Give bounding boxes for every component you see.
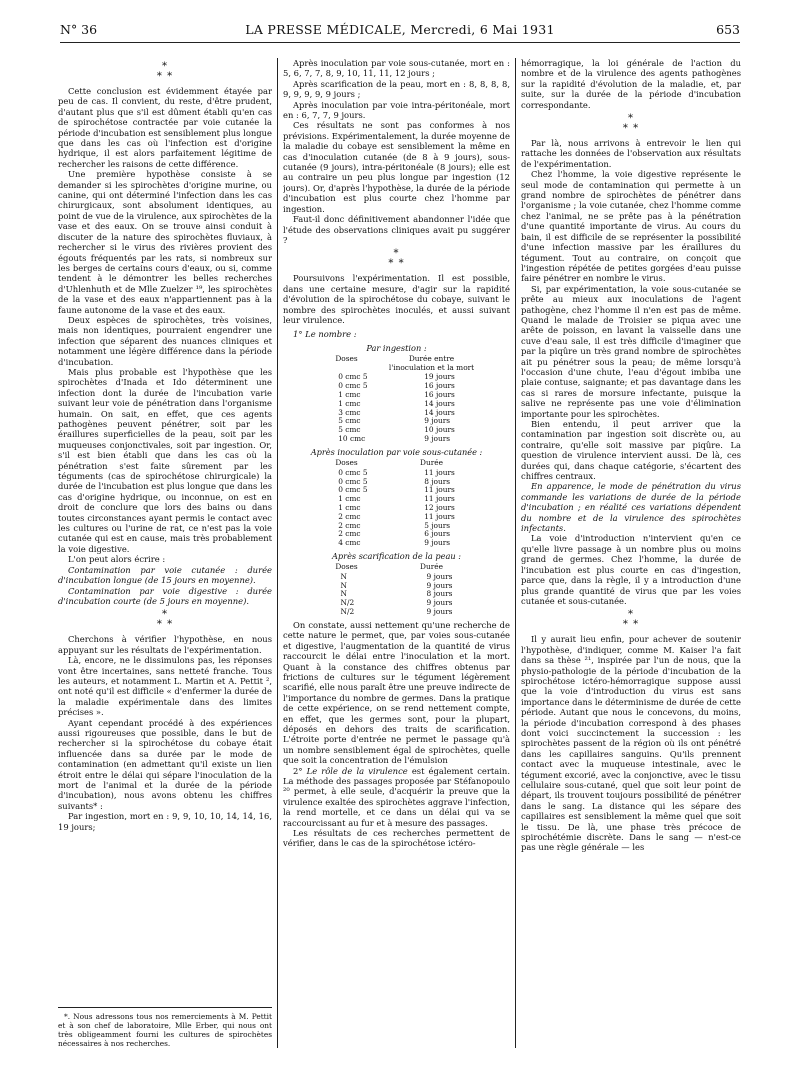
table-col-dose: Doses (335, 354, 358, 364)
duration-cell: 10 jours (424, 425, 455, 435)
duration-cell: 8 jours (424, 476, 451, 486)
duration-cell: 9 jours (424, 538, 451, 548)
column-left (58, 58, 272, 1048)
table-row (327, 608, 467, 617)
paragraph: Ces résultats ne sont pas conformes à nos prévisions. Expérimentalement, la durée moyenne de la maladie du cobaye est sensiblement la même en cas d'inoculation cutanée (de 8 à 9 jours), sous-cutanée (9 jours), intra-péritonéale (8 jours); elle est au contraire un peu plus longue par ingestion (12 jours). Or, d'après l'hypothèse, la durée de la période d'incubation est plus courte chez l'homme par ingestion. (283, 120, 510, 214)
table-col-dose: Doses (335, 458, 358, 468)
dose-cell: 2 cmc (338, 529, 361, 539)
dose-cell: 1 cmc (338, 494, 361, 504)
duration-cell: 8 jours (426, 589, 453, 599)
paragraph: Cherchons à vérifier l'hypothèse, en nous appuyant sur les résultats de l'expérimentation. (58, 634, 272, 655)
paragraph (283, 766, 510, 828)
duration-cell: 9 jours (424, 416, 451, 426)
duration-cell: 11 jours (424, 485, 455, 495)
duration-cell: 9 jours (426, 598, 453, 608)
paragraph: Une première hypothèse consiste à se demander si les spirochètes d'origine murine, ou canine, qui ont déterminé l'infection dans les cas chirurgicaux, sont absolument identiques, au point de vue de la virulence, aux spirochètes de la vase et des eaux. On se trouve ainsi conduit à discuter de la nature des spirochètes fluviaux, à rechercher si le virus des rivières provient des égouts fréquentés par les rats, si nombreux sur les berges de certains cours d'eaux, ou si, comme tendent à le démontrer les belles recherches d'Uhlenhuth et de Mlle Zuelzer ¹⁹, les spirochètes de la vase et des eaux n'appartiennent pas à la faune autonome de la vase et des eaux. (58, 169, 272, 315)
duration-cell: 16 jours (424, 381, 455, 391)
section-text: est également certain. La méthode des passages proposée par Stéfanopoulo ²⁰ permet, à elle seule, d'acquérir la preuve que la virulence exaltée des spirochètes aggrave l'infection, la rend mortelle, et ce dans un délai qui va se raccourcissant au fur et à mesure des passages. (283, 765, 510, 828)
paragraph: Mais plus probable est l'hypothèse que les spirochètes d'Inada et Ido déterminent une infection dont la durée de l'incubation varie suivant leur voie de pénétration dans l'organisme humain. On sait, en effet, que ces agents pathogènes peuvent pénétrer, soit par les éraillures superficielles de la peau, soit par les muqueuses conjonctivales, soit par ingestion. Or, s'il est bien établi que dans les cas où la pénétration s'est faite sûrement par les téguments (cas de spirochétose chirurgicale) la durée de l'incubation est plus longue que dans les cas d'origine hydrique, ou inconnue, on est en droit de conclure que lors des bains ou dans toutes circonstances ayant permis le contact avec les cultures ou l'urine de rat, ce n'est pas la voie cutanée qui est en cause, mais très probablement la voie digestive. (58, 366, 272, 554)
paragraph: Si, par expérimentation, la voie sous-cutanée se prête au mieux aux inoculations de l'agent pathogène, chez l'homme il n'en est pas de même. Quand le malade de Troisier se piqua avec une arête de poisson, en lavant la vaisselle dans une cuve d'eau sale, il est très difficile d'imaginer que par la piqûre un très grand nombre de spirochètes ait pu pénétrer sous la peau; de même lorsqu'à l'occasion d'une chute, l'eau d'égout imbiba une plaie contuse, saignante; et pas davantage dans les cas si rares de morsure infectante, puisque la salive ne représente pas une voie d'élimination importante pour les spirochètes. (521, 283, 741, 419)
dose-cell: N (340, 571, 348, 581)
duration-cell: 5 jours (424, 520, 451, 530)
dose-cell: 0 cmc 5 (338, 485, 368, 495)
data-table-subcutaneous (324, 469, 469, 548)
paragraph: Faut-il donc définitivement abandonner l'idée que l'étude des observations cliniques avait pu suggérer ? (283, 214, 510, 245)
paragraph: L'on peut alors écrire : (68, 554, 166, 565)
paragraph: Cette conclusion est évidemment étayée par peu de cas. Il convient, du reste, d'être prudent, d'autant plus que s'il est dûment établi qu'en cas de spirochétose contractée par voie cutanée la période d'incubation est sensiblement plus longue que dans les cas où l'infection est d'origine hydrique, il est alors parfaitement légitime de rechercher les raisons de cette différence. (58, 86, 272, 169)
dose-cell: 0 cmc 5 (338, 476, 368, 486)
paragraph: Deux espèces de spirochètes, très voisines, mais non identiques, pourraient engendrer une infection que séparent des nuances cliniques et notamment une légère différence dans la période d'incubation. (58, 314, 272, 367)
journal-title: LA PRESSE MÉDICALE (245, 22, 402, 37)
table-title: Après scarification de la peau : (332, 550, 461, 561)
table-header (283, 355, 510, 372)
column-right (521, 58, 741, 1048)
column-divider (515, 58, 516, 1048)
duration-cell: 6 jours (424, 529, 451, 539)
dose-cell: 3 cmc (338, 407, 361, 417)
table-header (283, 459, 510, 468)
table-title: Après inoculation par voie sous-cutanée : (310, 446, 483, 457)
section-number: 2° (293, 765, 303, 776)
duration-cell: 11 jours (424, 511, 455, 521)
paragraph: Poursuivons l'expérimentation. Il est possible, dans une certaine mesure, d'agir sur la rapidité d'évolution de la spirochétose du cobaye, suivant le nombre des spirochètes inoculés, et aussi suivant leur virulence. (283, 273, 510, 325)
duration-cell: 14 jours (424, 407, 455, 417)
dose-cell: 0 cmc 5 (338, 372, 368, 382)
table-row (324, 435, 469, 444)
italic-statement: Contamination par voie cutanée : durée d'incubation longue (de 15 jours en moyenne). (58, 564, 272, 586)
data-table-ingestion (324, 373, 469, 443)
table-col-duration: Durée (420, 562, 443, 572)
journal-title-date: LA PRESSE MÉDICALE, Mercredi, 6 Mai 1931 (245, 22, 555, 37)
section-heading-number: 1° Le nombre : (293, 329, 357, 340)
duration-cell: 9 jours (426, 607, 453, 617)
section-separator-stars: * * * (622, 113, 640, 135)
duration-cell: 9 jours (426, 580, 453, 590)
section-separator-stars: * * * (156, 609, 174, 631)
issue-date: Mercredi, 6 Mai 1931 (410, 22, 555, 37)
italic-statement: En apparence, le mode de pénétration du virus commande les variations de durée de la période d'incubation ; en réalité ces variations dépendent du nombre et de la virulence des spirochètes infectants. (521, 481, 741, 534)
data-table-scarification (327, 573, 467, 617)
duration-cell: 11 jours (424, 494, 455, 504)
duration-cell: 19 jours (424, 372, 455, 382)
duration-cell: 9 jours (426, 571, 453, 581)
dose-cell: 5 cmc (338, 416, 361, 426)
paragraph: Bien entendu, il peut arriver que la contamination par ingestion soit discrète ou, au contraire, qu'elle soit massive par piqûre. La question de virulence intervient aussi. De là, ces durées qui, dans chaque catégorie, s'écartent des chiffres centraux. (521, 419, 741, 482)
issue-number: N° 36 (60, 22, 98, 37)
section-separator-stars: * * * (622, 609, 640, 631)
table-col-duration: Durée entre l'inoculation et la mort (388, 354, 475, 372)
dose-cell: N/2 (340, 598, 355, 608)
paragraph: On constate, aussi nettement qu'une recherche de cette nature le permet, que, par voies sous-cutanée et digestive, l'augmentation de la quantité de virus raccourcit le délai entre l'inoculation et la mort. Quant à la constance des chiffres obtenus par frictions de cultures sur le tégument légèrement scarifié, elle nous paraît être une preuve indirecte de l'importance du nombre de germes. Dans la pratique de cette expérience, on se rend nettement compte, en effet, que les germes sont, pour la plupart, déposés en dehors des traits de scarification. L'étroite porte d'entrée ne permet le passage qu'à un nombre sensiblement égal de spirochètes, quelle que soit la concentration de l'émulsion (283, 619, 510, 766)
dose-cell: N (340, 589, 348, 599)
table-col-dose: Doses (335, 562, 358, 572)
dose-cell: 5 cmc (338, 425, 361, 435)
paragraph: Les résultats de ces recherches permettent de vérifier, dans le cas de la spirochétose ictéro- (283, 828, 510, 849)
footnote (58, 1007, 272, 1048)
dose-cell: 1 cmc (338, 389, 361, 399)
section-separator-stars: * * * (388, 248, 405, 270)
paragraph: Après inoculation par voie sous-cutanée, mort en : 5, 6, 7, 7, 8, 9, 10, 11, 11, 12 jours ; (283, 58, 510, 79)
duration-cell: 9 jours (424, 433, 451, 443)
section-title: Le rôle de la virulence (306, 765, 408, 776)
dose-cell: 1 cmc (338, 398, 361, 408)
page-header (60, 20, 740, 43)
dose-cell: 2 cmc (338, 520, 361, 530)
paragraph: Après scarification de la peau, mort en : 8, 8, 8, 8, 9, 9, 9, 9, 9 jours ; (283, 78, 510, 100)
dose-cell: 1 cmc (338, 502, 361, 512)
dose-cell: N (340, 580, 348, 590)
table-header (283, 563, 510, 572)
duration-cell: 14 jours (424, 398, 455, 408)
page-number: 653 (716, 22, 740, 37)
paragraph: Après inoculation par voie intra-péritonéale, mort en : 6, 7, 7, 9 jours. (283, 99, 510, 121)
duration-cell: 11 jours (424, 467, 455, 477)
dose-cell: 2 cmc (338, 511, 361, 521)
paragraph: Par ingestion, mort en : 9, 9, 10, 10, 14, 14, 16, 19 jours; (58, 811, 272, 832)
dose-cell: 0 cmc 5 (338, 381, 368, 391)
footnote-text: *. Nous adressons tous nos remerciements à M. Pettit et à son chef de laboratoire, Mlle Erber, qui nous ont très obligeamment fourni les cultures de spirochètes nécessaires à nos recherches. (58, 1012, 272, 1048)
table-title: Par ingestion : (366, 342, 427, 353)
paragraph: Là, encore, ne le dissimulons pas, les réponses vont être incertaines, sans netteté franche. Tous les auteurs, et notamment L. Martin et A. Pettit ², ont noté qu'il est difficile « d'enfermer la durée de la maladie expérimentale dans des limites précises ». (58, 655, 272, 718)
section-separator-stars: * * * (156, 61, 174, 82)
paragraph: Chez l'homme, la voie digestive représente le seul mode de contamination qui permette à un grand nombre de spirochètes de pénétrer dans l'organisme ; la voie cutanée, chez l'homme comme chez l'animal, ne se prête pas à la pénétration d'une quantité importante de virus. Au cours du bain, il est difficile de se représenter la possibilité d'une infection massive par les éraillures du tégument. Tout au contraire, on conçoit que l'ingestion répétée de petites gorgées d'eau puisse faire pénétrer en nombre le virus. (521, 169, 741, 284)
table-row (324, 539, 469, 548)
paragraph: hémorragique, la loi générale de l'action du nombre et de la virulence des agents pathogènes sur la rapidité d'évolution de la maladie, et, par suite, sur la durée de la période d'incubation correspondante. (521, 58, 741, 110)
paragraph: Par là, nous arrivons à entrevoir le lien qui rattache les données de l'observation aux résultats de l'expérimentation. (521, 138, 741, 169)
dose-cell: 10 cmc (338, 433, 366, 443)
column-divider (277, 58, 278, 1048)
table-col-duration: Durée (420, 458, 443, 468)
duration-cell: 16 jours (424, 389, 455, 399)
column-middle (283, 58, 510, 1048)
paragraph: Il y aurait lieu enfin, pour achever de soutenir l'hypothèse, d'indiquer, comme M. Kaiser l'a fait dans sa thèse ²¹, inspirée par l'un de nous, que la physio-pathologie de la période d'incubation de la spirochétose ictéro-hémorragique suppose aussi que la voie d'introduction du virus est sans importance dans le déterminisme de durée de cette période. Autant que nous le concevons, du moins, la période d'incubation correspond à des phases dont voici succinctement la succession : les spirochètes passent de la région où ils ont pénétré dans les capillaires sanguins. Qu'ils prennent contact avec la muqueuse intestinale, avec le tégument excorié, avec la conjonctive, avec le tissu cellulaire sous-cutané, quel que soit leur point de départ, ils trouvent toujours possibilité de pénétrer dans le sang. La distance qui les sépare des capillaires est sensiblement la même quel que soit le tissu. De là, une phase très précoce de spirochétémie discrète. Dans le sang — n'est-ce pas une règle générale — les (521, 634, 741, 853)
italic-statement: Contamination par voie digestive : durée d'incubation courte (de 5 jours en moyenne). (58, 585, 272, 606)
paragraph: Ayant cependant procédé à des expériences aussi rigoureuses que possible, dans le but de rechercher si la spirochétose du cobaye était influencée dans sa durée par le mode de contamination (en admettant qu'il existe un lien étroit entre le délai qui sépare l'inoculation de la mort de l'animal et la durée de la période d'incubation), nous avons obtenu les chiffres suivants* : (58, 717, 272, 811)
paragraph: La voie d'introduction n'intervient qu'en ce qu'elle livre passage à un nombre plus ou moins grand de germes. Chez l'homme, la durée de l'incubation est plus courte en cas d'ingestion, parce que, dans la règle, il y a introduction d'une plus grande quantité de virus que par les voies cutanée et sous-cutanée. (521, 533, 741, 606)
duration-cell: 12 jours (424, 502, 455, 512)
dose-cell: 0 cmc 5 (338, 467, 368, 477)
dose-cell: 4 cmc (338, 538, 361, 548)
dose-cell: N/2 (340, 607, 355, 617)
